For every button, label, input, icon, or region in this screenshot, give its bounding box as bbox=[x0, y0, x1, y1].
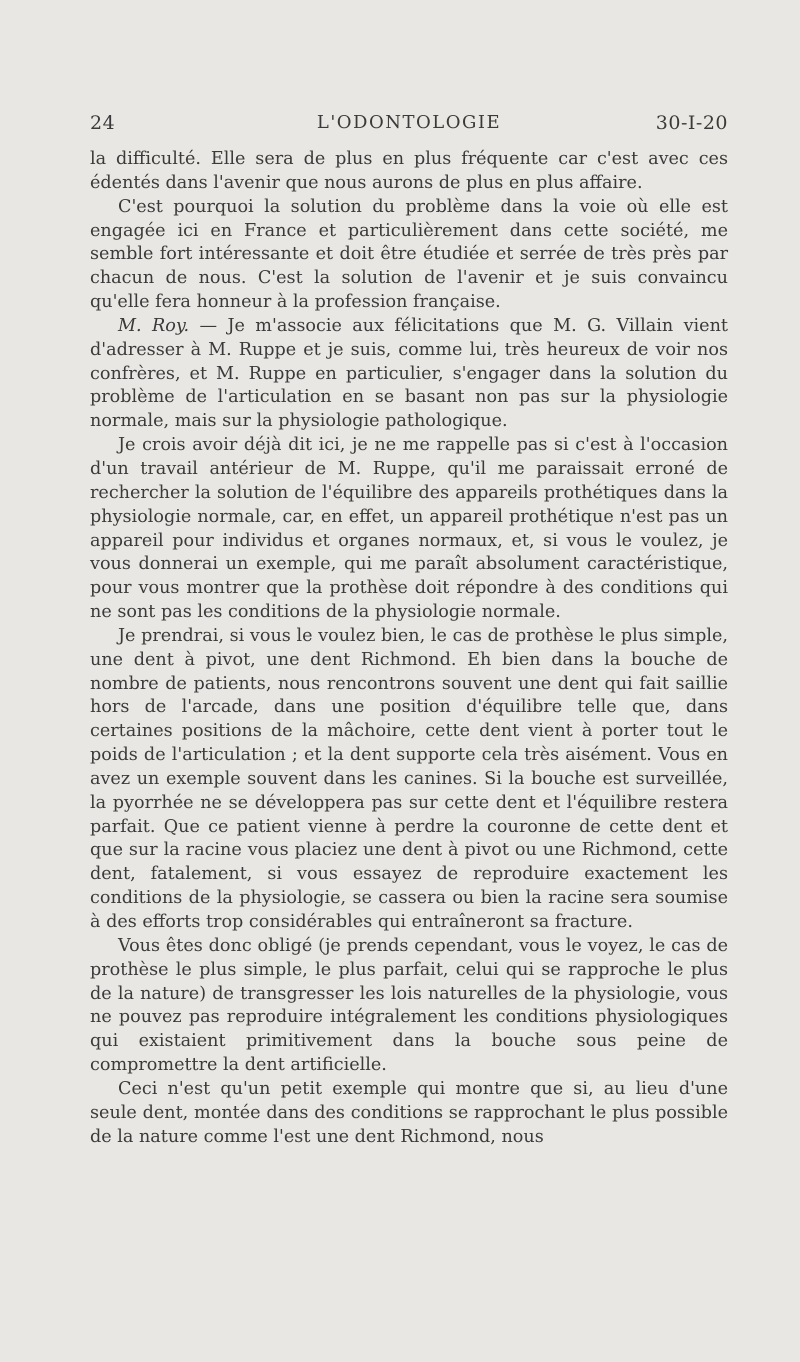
paragraph: Je crois avoir déjà dit ici, je ne me rappelle pas si c'est à l'occasion d'un travail antérieur de M. Ruppe, qu'il me paraissait erroné de rechercher la solution de l'équilibre des appareils prothétiques dans la physiologie normale, car, en effet, un appareil prothétique n'est pas un appareil pour individus et organes normaux, et, si vous le voulez, je vous donnerai un exemple, qui me paraît absolument caractéristique, pour vous montrer que la prothèse doit répondre à des conditions qui ne sont pas les conditions de la physiologie normale. bbox=[90, 435, 728, 623]
speaker-name: M. Roy. bbox=[118, 315, 190, 336]
running-header bbox=[90, 112, 728, 138]
journal-title: L'ODONTOLOGIE bbox=[316, 112, 502, 133]
page-number: 24 bbox=[90, 112, 116, 134]
speaker-text: — Je m'associe aux félicitations que M. G. Villain vient d'adresser à M. Ruppe et je suis, comme lui, très heureux de voir nos confrères, et M. Ruppe en particulier, s'engager dans la solution du problème de l'articulation en se basant non pas sur la physiologie normale, mais sur la physiologie pathologique. bbox=[90, 315, 728, 432]
paragraph bbox=[90, 315, 728, 434]
paragraph: Ceci n'est qu'un petit exemple qui montre que si, au lieu d'une seule dent, montée dans des conditions se rapprochant le plus possible de la nature comme l'est une dent Richmond, nous bbox=[90, 1078, 728, 1147]
paragraph: Je prendrai, si vous le voulez bien, le cas de prothèse le plus simple, une dent à pivot, une dent Richmond. Eh bien dans la bouche de nombre de patients, nous rencontrons souvent une dent qui fait saillie hors de l'arcade, dans une position d'équilibre telle que, dans certaines positions de la mâchoire, cette dent vient à porter tout le poids de l'articulation ; et la dent supporte cela très aisément. Vous en avez un exemple souvent dans les canines. Si la bouche est surveillée, la pyorrhée ne se développera pas sur cette dent et l'équilibre restera parfait. Que ce patient vienne à perdre la couronne de cette dent et que sur la racine vous placiez une dent à pivot ou une Richmond, cette dent, fatalement, si vous essayez de reproduire exactement les conditions de la physiologie, se cassera ou bien la racine sera soumise à des efforts trop considérables qui entraîneront sa fracture. bbox=[90, 625, 728, 932]
paragraph: Vous êtes donc obligé (je prends cependant, vous le voyez, le cas de prothèse le plus simple, le plus parfait, celui qui se rapproche le plus de la nature) de transgresser les lois naturelles de la physiologie, vous ne pouvez pas reproduire intégralement les conditions physiologiques qui existaient primitivement dans la bouche sous peine de compromettre la dent artificielle. bbox=[90, 935, 728, 1076]
paragraph: la difficulté. Elle sera de plus en plus fréquente car c'est avec ces édentés dans l'avenir que nous aurons de plus en plus affaire. bbox=[90, 149, 728, 193]
issue-date: 30-I-20 bbox=[655, 112, 728, 134]
paragraph: C'est pourquoi la solution du problème dans la voie où elle est engagée ici en France et particulièrement dans cette société, me semble fort intéressante et doit être étudiée et serrée de très près par chacun de nous. C'est la solution de l'avenir et je suis convaincu qu'elle fera honneur à la profession française. bbox=[90, 196, 728, 313]
body-text bbox=[90, 148, 728, 1149]
